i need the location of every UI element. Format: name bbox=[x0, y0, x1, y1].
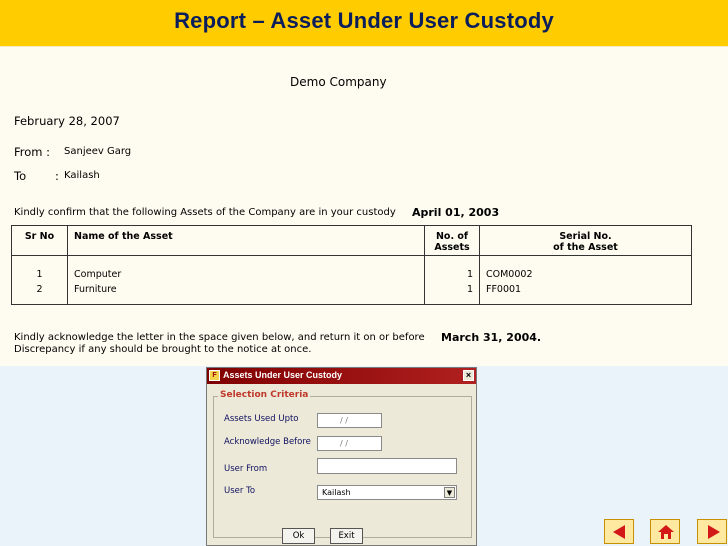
table-spacer-row bbox=[12, 256, 692, 266]
header-asset-name: Name of the Asset bbox=[68, 226, 425, 256]
previous-slide-icon bbox=[613, 525, 625, 539]
chevron-down-icon[interactable]: ▼ bbox=[444, 487, 455, 498]
assets-custody-dialog bbox=[206, 367, 477, 546]
header-sr-no: Sr No bbox=[12, 226, 68, 256]
row-serial: COM0002 bbox=[480, 266, 692, 284]
assets-used-upto-label: Assets Used Upto bbox=[224, 414, 299, 424]
user-to-value: Kailash bbox=[322, 488, 351, 497]
table-row bbox=[12, 284, 692, 305]
asset-table bbox=[11, 225, 692, 305]
header-serial-no bbox=[480, 226, 692, 256]
discrepancy-text: Discrepancy if any should be brought to the notice at once. bbox=[14, 344, 312, 355]
group-title: Selection Criteria bbox=[220, 390, 309, 400]
from-value: Sanjeev Garg bbox=[64, 146, 132, 157]
acknowledge-date: March 31, 2004. bbox=[441, 331, 542, 344]
acknowledge-before-label: Acknowledge Before bbox=[224, 437, 311, 447]
next-slide-icon bbox=[708, 525, 720, 539]
slide-header bbox=[0, 0, 728, 46]
dialog-title: Assets Under User Custody bbox=[223, 370, 343, 380]
ok-button[interactable]: Ok bbox=[282, 528, 315, 544]
from-label: From : bbox=[14, 145, 51, 159]
selection-criteria-group bbox=[213, 390, 472, 538]
next-slide-button[interactable] bbox=[697, 519, 727, 544]
acknowledge-before-input[interactable]: / / bbox=[317, 436, 382, 451]
app-icon: F bbox=[209, 370, 220, 381]
assets-used-upto-input[interactable]: / / bbox=[317, 413, 382, 428]
user-to-combobox[interactable] bbox=[317, 485, 457, 500]
user-from-label: User From bbox=[224, 464, 268, 474]
home-icon bbox=[658, 525, 674, 539]
confirm-text: Kindly confirm that the following Assets of the Company are in your custody bbox=[14, 207, 396, 218]
header-no-of-assets bbox=[425, 226, 480, 256]
company-name: Demo Company bbox=[290, 75, 387, 89]
header-serial-line1: Serial No. bbox=[559, 231, 612, 242]
table-row bbox=[12, 266, 692, 284]
header-serial-line2: of the Asset bbox=[553, 242, 618, 253]
row-qty: 1 bbox=[425, 284, 480, 305]
to-value: Kailash bbox=[64, 170, 100, 181]
acknowledge-text: Kindly acknowledge the letter in the space given below, and return it on or before bbox=[14, 332, 425, 343]
table-header-row bbox=[12, 226, 692, 256]
to-label: To bbox=[14, 169, 27, 183]
dialog-titlebar[interactable] bbox=[207, 368, 476, 384]
row-asset-name: Computer bbox=[68, 266, 425, 284]
report-document bbox=[0, 46, 728, 366]
user-from-input[interactable] bbox=[317, 458, 457, 474]
confirm-date: April 01, 2003 bbox=[412, 206, 500, 219]
exit-button[interactable]: Exit bbox=[330, 528, 363, 544]
home-button[interactable] bbox=[650, 519, 680, 544]
report-date: February 28, 2007 bbox=[14, 114, 120, 128]
row-sr: 1 bbox=[12, 266, 68, 284]
header-qty-line1: No. of bbox=[435, 231, 469, 242]
row-sr: 2 bbox=[12, 284, 68, 305]
close-icon[interactable]: × bbox=[463, 370, 474, 381]
slide-title: Report – Asset Under User Custody bbox=[174, 8, 554, 33]
to-colon: : bbox=[55, 169, 59, 183]
previous-slide-button[interactable] bbox=[604, 519, 634, 544]
user-to-label: User To bbox=[224, 486, 256, 496]
row-serial: FF0001 bbox=[480, 284, 692, 305]
row-qty: 1 bbox=[425, 266, 480, 284]
row-asset-name: Furniture bbox=[68, 284, 425, 305]
header-qty-line2: Assets bbox=[434, 242, 470, 253]
